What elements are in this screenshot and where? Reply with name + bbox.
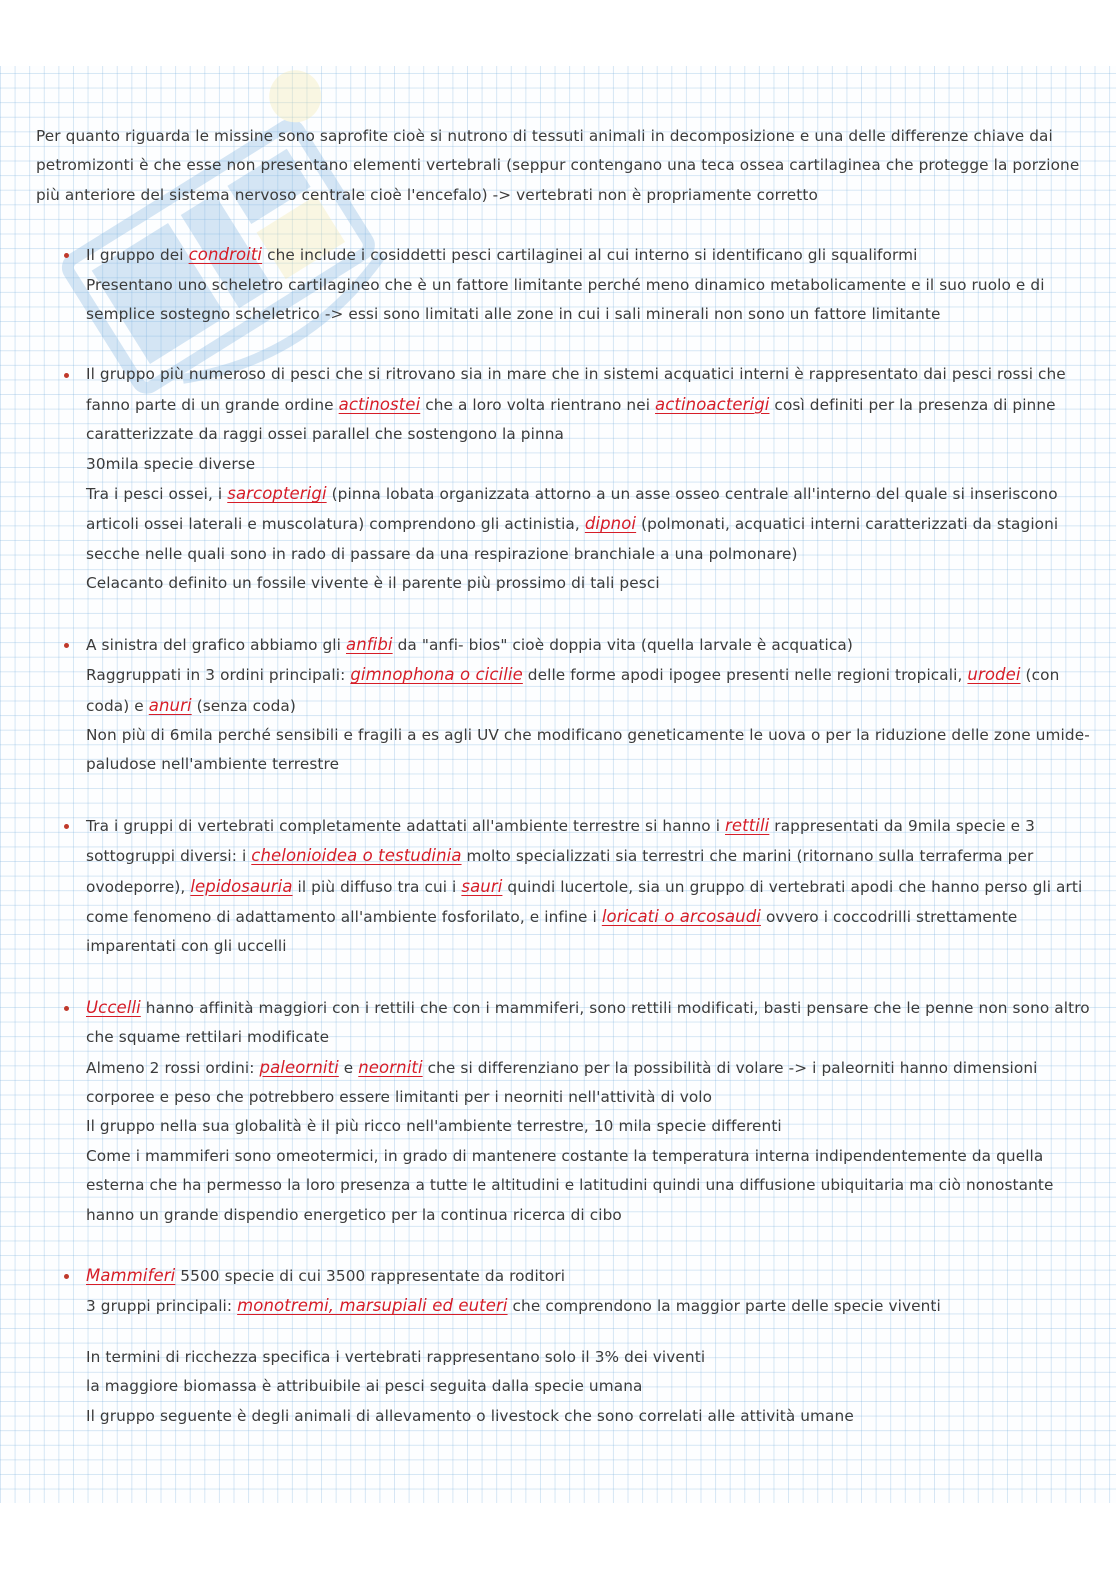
- bullet-icon: [64, 824, 69, 829]
- term-urodei: urodei: [967, 665, 1021, 685]
- term-actinoacterigi: actinoacterigi: [655, 394, 770, 414]
- closing-paragraph: In termini di ricchezza specifica i vertebrati rappresentano solo il 3% dei viventi la maggiore biomassa è attribuibile ai pesci seguita dalla specie umana Il gruppo seguente è degli animali di allevamento o livestock che sono correlati alle attività umane: [86, 1347, 854, 1425]
- bullet-icon: [64, 1006, 69, 1011]
- list-item-anfibi: A sinistra del grafico abbiamo gli anfibi da "anfi- bios" cioè doppia vita (quella larvale è acquatica) Raggruppati in 3 ordini principali: gimnophona o cicilie delle forme apodi ipogee presenti nelle regioni tropicali, urodei (con coda) e anuri (senza coda) Non più di 6mila perché sensibili e fragili a es agli UV che modificano geneticamente le uova o per la riduzione delle zone umide-paludose nell'ambiente terrestre: [36, 630, 1096, 780]
- term-gimnophona: gimnophona o cicilie: [350, 665, 523, 685]
- term-sauri: sauri: [461, 876, 503, 896]
- term-rettili: rettili: [725, 815, 770, 835]
- list-item-mammiferi: Mammiferi 5500 specie di cui 3500 rappresentate da roditori 3 gruppi principali: monotremi, marsupiali ed euteri che comprendono la maggior parte delle specie viventi: [36, 1261, 1096, 1322]
- term-uccelli: Uccelli: [86, 997, 141, 1017]
- term-monotremi: monotremi, marsupiali ed euteri: [237, 1296, 508, 1316]
- term-condroiti: condroiti: [188, 245, 263, 265]
- term-lepidosauria: lepidosauria: [190, 876, 293, 896]
- bullet-icon: [64, 253, 69, 258]
- term-loricati: loricati o arcosaudi: [601, 906, 761, 926]
- list-item-pesci-ossei: Il gruppo più numeroso di pesci che si ritrovano sia in mare che in sistemi acquatici interni è rappresentato dai pesci rossi che fanno parte di un grande ordine actinostei che a loro volta rientrano nei actinoacterigi così definiti per la presenza di pinne caratterizzate da raggi ossei parallel che sostengono la pinna 30mila specie diverse Tra i pesci ossei, i sarcopterigi (pinna lobata organizzata attorno a un asse osseo centrale all'interno del quale si inseriscono articoli ossei laterali e muscolatura) comprendono gli actinistia, dipnoi (polmonati, acquatici interni caratterizzati da stagioni secche nelle quali sono in rado di passare da una respirazione branchiale a una polmonare) Celacanto definito un fossile vivente è il parente più prossimo di tali pesci: [36, 360, 1096, 598]
- term-anuri: anuri: [148, 695, 192, 715]
- list-item-condroiti: Il gruppo dei condroiti che include i cosiddetti pesci cartilaginei al cui interno si identificano gli squaliformi Presentano uno scheletro cartilagineo che è un fattore limitante perché meno dinamico metabolicamente e il suo ruolo e di semplice sostegno scheletrico -> essi sono limitati alle zone in cui i sali minerali non sono un fattore limitante: [36, 240, 1096, 329]
- term-anfibi: anfibi: [345, 634, 393, 654]
- bullet-icon: [64, 643, 69, 648]
- intro-paragraph: Per quanto riguarda le missine sono saprofite cioè si nutrono di tessuti animali in decomposizione e una delle differenze chiave dai petromizonti è che esse non presentano elementi vertebrali (seppur contengano una teca ossea cartilaginea che protegge la porzione più anteriore del sistema nervoso centrale cioè l'encefalo) -> vertebrati non è propriamente corretto: [36, 127, 1080, 204]
- term-neorniti: neorniti: [358, 1057, 423, 1077]
- list-item-rettili: Tra i gruppi di vertebrati completamente adattati all'ambiente terrestre si hanno i rettili rappresentati da 9mila specie e 3 sottogruppi diversi: i chelonioidea o testudinia molto specializzati sia terrestri che marini (ritornano sulla terraferma per ovodeporre), lepidosauria il più diffuso tra cui i sauri quindi lucertole, sia un gruppo di vertebrati apodi che hanno perso gli arti come fenomeno di adattamento all'ambiente fosforilato, e infine i loricati o arcosaudi ovvero i coccodrilli strettamente imparentati con gli uccelli: [36, 811, 1096, 962]
- page-bottom-margin: [0, 1503, 1116, 1581]
- page-top-margin: [0, 0, 1116, 66]
- term-chelonioidea: chelonioidea o testudinia: [251, 846, 462, 866]
- term-paleorniti: paleorniti: [259, 1057, 339, 1077]
- term-dipnoi: dipnoi: [584, 514, 637, 534]
- topic-list: [36, 240, 1096, 1322]
- notes-page: [36, 122, 1096, 1431]
- bullet-icon: [64, 373, 69, 378]
- list-item-uccelli: Uccelli hanno affinità maggiori con i rettili che con i mammiferi, sono rettili modificati, basti pensare che le penne non sono altro che squame rettilari modificate Almeno 2 rossi ordini: paleorniti e neorniti che si differenziano per la possibilità di volare -> i paleorniti hanno dimensioni corporee e peso che potrebbero essere limitanti per i neorniti nell'attività di volo Il gruppo nella sua globalità è il più ricco nell'ambiente terrestre, 10 mila specie differenti Come i mammiferi sono omeotermici, in grado di mantenere costante la temperatura interna indipendentemente da quella esterna che ha permesso la loro presenza a tutte le altitudini e latitudini quindi una diffusione ubiquitaria ma ciò nonostante hanno un grande dispendio energetico per la continua ricerca di cibo: [36, 993, 1096, 1230]
- term-sarcopterigi: sarcopterigi: [227, 484, 327, 504]
- bullet-icon: [64, 1274, 69, 1279]
- term-mammiferi: Mammiferi: [86, 1266, 176, 1285]
- term-actinostei: actinostei: [338, 394, 421, 414]
